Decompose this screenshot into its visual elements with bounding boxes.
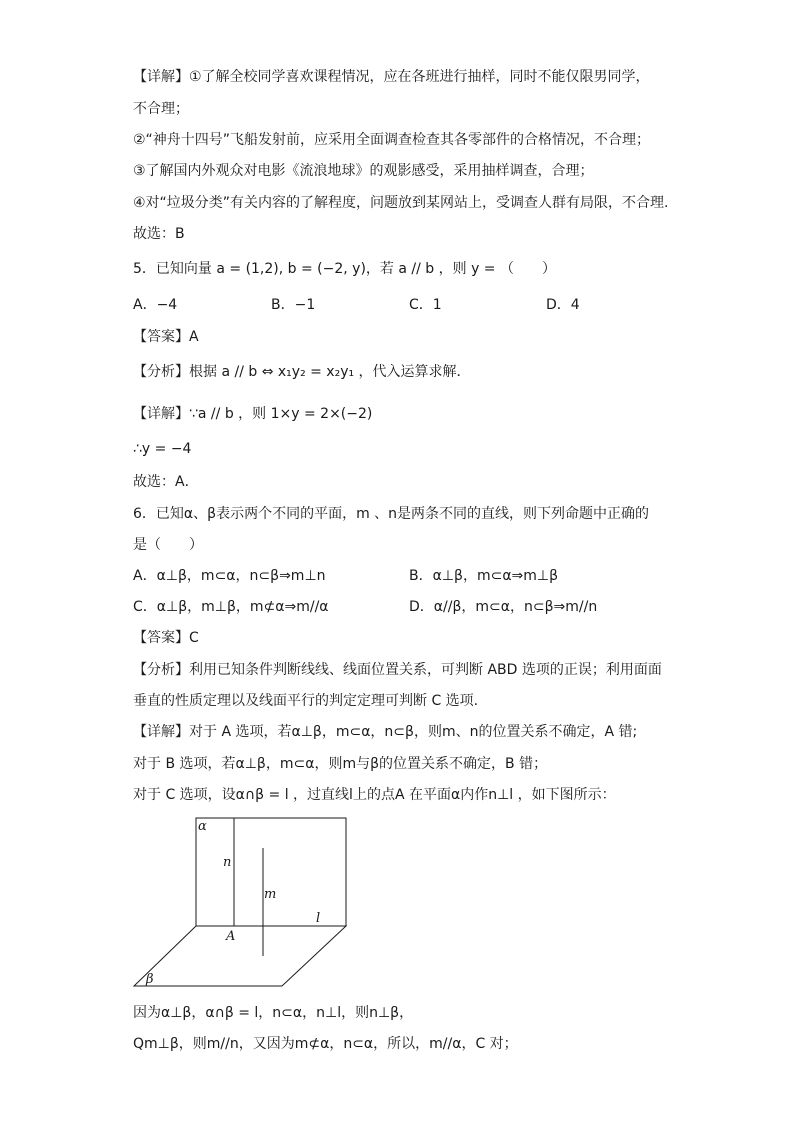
label-l: l (316, 911, 321, 926)
q6-detail: 对于 C 选项，设α∩β = l ，过直线l上的点A 在平面α内作n⊥l ，如下图所示： (133, 787, 616, 803)
q6-option-b: B．α⊥β，m⊂α⇒m⊥β (409, 568, 559, 584)
plane-beta (134, 926, 346, 986)
q6-option-a: A．α⊥β，m⊂α，n⊂β⇒m⊥n (133, 568, 326, 584)
text-line: ④对“垃圾分类”有关内容的了解程度，问题放到某网站上，受调查人群有局限，不合理. (133, 195, 669, 211)
q5-detail: 【详解】∵a // b ，则 1×y = 2×(−2) (133, 406, 373, 422)
label-m: m (264, 887, 277, 902)
q5-option-a: A．−4 (133, 297, 178, 313)
text-line: ②“神舟十四号”飞船发射前，应采用全面调查检查其各零部件的合格情况，不合理； (133, 132, 651, 148)
q5-option-b: B．−1 (271, 297, 316, 313)
label-n: n (223, 855, 232, 870)
q6-answer: 【答案】C (133, 630, 199, 646)
question-6-stem: 6．已知α、β表示两个不同的平面，m 、n是两条不同的直线，则下列命题中正确的 (133, 506, 650, 522)
label-beta: β (146, 972, 154, 987)
text-line: 不合理； (133, 101, 189, 117)
label-alpha: α (198, 819, 207, 834)
label-point-a: A (226, 929, 236, 944)
q6-detail: 【详解】对于 A 选项，若α⊥β，m⊂α，n⊂β，则m、n的位置关系不确定，A 错; (133, 724, 638, 740)
plane-alpha (196, 818, 346, 926)
text-line: 故选：B (133, 226, 185, 242)
q6-detail: 对于 B 选项，若α⊥β，m⊂α，则m与β的位置关系不确定，B 错； (133, 756, 548, 772)
plane-figure (130, 812, 360, 992)
q5-answer: 【答案】A (133, 329, 199, 345)
question-6-stem: 是（ ） (133, 537, 203, 553)
proof-line: Qm⊥β，则m//n，又因为m⊄α，n⊂α，所以，m//α，C 对； (133, 1036, 518, 1052)
q6-analysis: 【分析】利用已知条件判断线线、线面位置关系，可判断 ABD 选项的正误；利用面面 (133, 662, 662, 678)
q6-option-d: D．α//β，m⊂α，n⊂β⇒m//n (409, 599, 598, 615)
q5-result: ∴y = −4 (133, 441, 192, 457)
q6-option-c: C．α⊥β，m⊥β，m⊄α⇒m//α (133, 599, 329, 615)
q5-option-d: D．4 (546, 297, 580, 313)
q5-choice: 故选：A． (133, 474, 199, 490)
text-line: 【详解】①了解全校同学喜欢课程情况，应在各班进行抽样，同时不能仅限男同学， (133, 69, 650, 85)
q6-analysis: 垂直的性质定理以及线面平行的判定定理可判断 C 选项. (133, 693, 479, 709)
text-line: ③了解国内外观众对电影《流浪地球》的观影感受，采用抽样调查，合理； (133, 163, 594, 179)
proof-line: 因为α⊥β，α∩β = l，n⊂α，n⊥l，则n⊥β， (133, 1005, 414, 1021)
q5-option-c: C．1 (409, 297, 442, 313)
question-5-stem: 5．已知向量 a = (1,2), b = (−2, y)，若 a // b ，则 y = （ ） (133, 261, 556, 277)
q5-analysis: 【分析】根据 a // b ⇔ x₁y₂ = x₂y₁ ，代入运算求解． (133, 364, 471, 380)
